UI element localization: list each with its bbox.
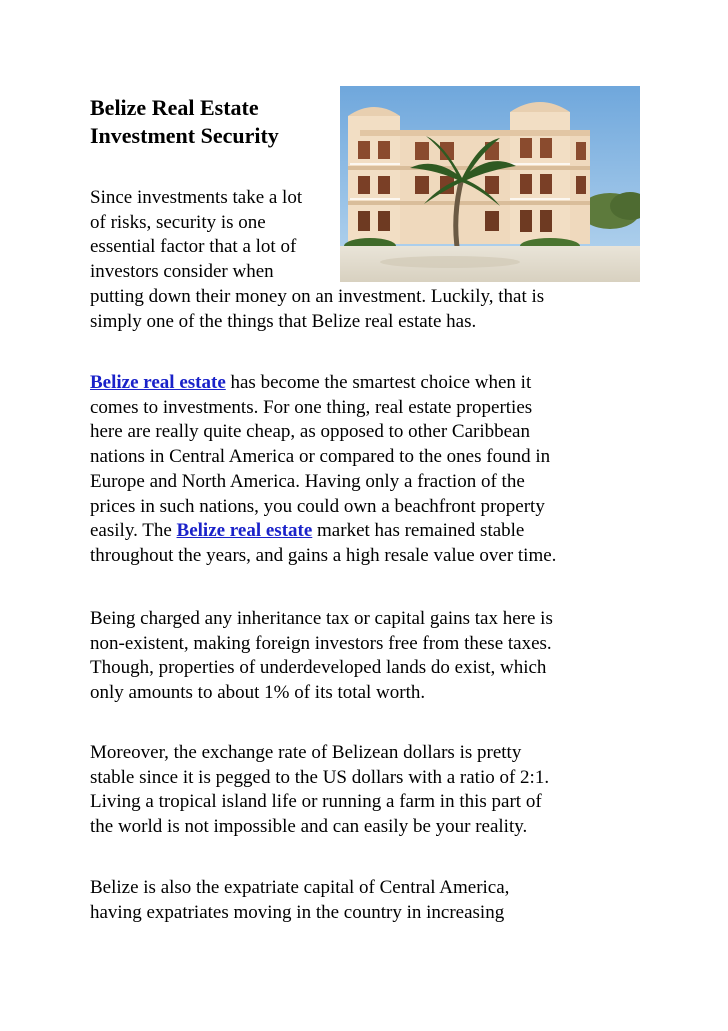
title-line-1: Belize Real Estate [90,95,259,120]
text-line: throughout the years, and gains a high resale value over time. [90,544,557,566]
text-fragment: has become the smartest choice when it [225,372,532,393]
text-line: prices in such nations, you could own a beachfront property [90,495,545,517]
beach-condo-photo [340,86,640,282]
text-line: only amounts to about 1% of its total worth. [90,682,426,704]
text-fragment: market has remained stable [312,520,525,542]
text-line: non-existent, making foreign investors free from these taxes. [90,632,552,654]
belize-real-estate-link[interactable]: Belize real estate [90,372,226,393]
paragraph-smartest-choice [90,371,556,569]
text-line: Moreover, the exchange rate of Belizean dollars is pretty [90,742,522,763]
title-line-2: Investment Security [90,123,279,148]
text-fragment: easily. The [90,520,177,542]
text-line: Europe and North America. Having only a fraction of the [90,470,525,492]
paragraph-exchange-rate [90,741,549,840]
text-line: investors consider when [90,261,274,283]
text-line: Though, properties of underdeveloped lands do exist, which [90,657,547,679]
text-line: essential factor that a lot of [90,236,297,258]
belize-real-estate-link-2[interactable]: Belize real estate [176,520,313,542]
text-line: simply one of the things that Belize real estate has. [90,310,477,332]
paragraph-expatriates [90,876,509,925]
text-line: having expatriates moving in the country in increasing [90,901,505,923]
text-line: stable since it is pegged to the US dollars with a ratio of 2:1. [90,766,550,788]
text-line [90,519,556,544]
text-line: nations in Central America or compared to the ones found in [90,446,551,468]
text-line: Belize is also the expatriate capital of Central America, [90,877,510,898]
text-line: here are really quite cheap, as opposed to other Caribbean [90,421,530,443]
paragraph-taxes [90,607,553,706]
text-line: Being charged any inheritance tax or capital gains tax here is [90,608,553,629]
text-line: comes to investments. For one thing, real estate properties [90,396,533,418]
text-line: Since investments take a lot [90,187,303,208]
page-title [90,94,350,150]
text-line [90,371,556,396]
text-line: the world is not impossible and can easily be your reality. [90,816,528,838]
text-line: putting down their money on an investment. Luckily, that is [90,286,545,307]
paragraph-intro-continued [90,285,544,334]
text-line: of risks, security is one [90,211,266,233]
paragraph-intro [90,186,302,285]
text-line: Living a tropical island life or running a farm in this part of [90,791,542,813]
